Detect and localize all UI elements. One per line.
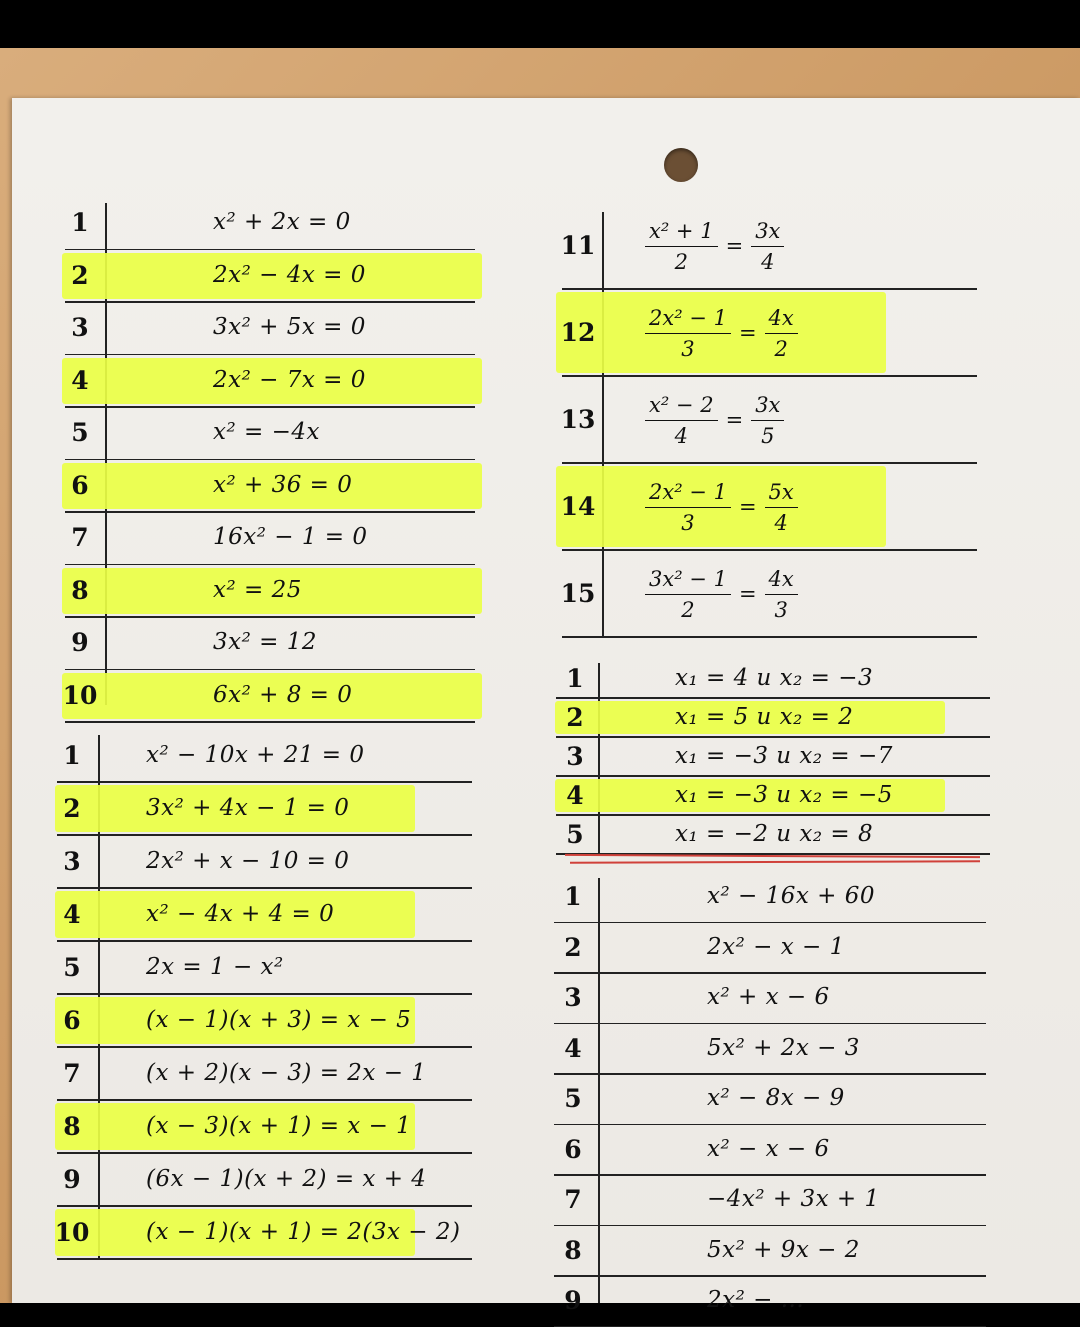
s2-row-rule <box>57 781 472 783</box>
s1-equation: x² + 36 = 0 <box>213 472 352 498</box>
s5-row-number: 2 <box>553 933 593 962</box>
s5-row-number: 7 <box>553 1185 593 1214</box>
s1-row-number: 3 <box>60 313 100 342</box>
s5-row-rule <box>554 1023 986 1025</box>
s2-equation: x² − 4x + 4 = 0 <box>146 901 334 927</box>
s4-row-number: 2 <box>555 703 595 732</box>
s1-equation: 16x² − 1 = 0 <box>213 524 368 550</box>
s5-row-rule <box>554 1174 986 1176</box>
s2-row-rule <box>57 1046 472 1048</box>
s2-equation: (x − 1)(x + 3) = x − 5 <box>146 1007 411 1033</box>
s2-row-number: 6 <box>52 1006 92 1035</box>
s5-equation: x² − x − 6 <box>707 1136 830 1162</box>
section-3-divider <box>602 212 604 637</box>
s5-row-rule <box>554 1225 986 1227</box>
s2-row-number: 9 <box>52 1165 92 1194</box>
s3-row-number: 15 <box>558 579 598 608</box>
s5-equation: −4x² + 3x + 1 <box>707 1186 880 1212</box>
s2-row-number: 5 <box>52 953 92 982</box>
s1-equation: 3x² + 5x = 0 <box>213 314 366 340</box>
s1-equation: x² + 2x = 0 <box>213 209 351 235</box>
s2-row-number: 3 <box>52 847 92 876</box>
s4-row-number: 1 <box>555 664 595 693</box>
section-5-divider <box>598 878 600 1303</box>
s1-row-rule <box>65 249 475 251</box>
s5-row-number: 3 <box>553 983 593 1012</box>
s5-row-rule <box>554 1073 986 1075</box>
s5-row-rule <box>554 972 986 974</box>
s5-row-number: 4 <box>553 1034 593 1063</box>
s2-row-number: 10 <box>52 1218 92 1247</box>
s1-row-rule <box>65 301 475 303</box>
s1-row-rule <box>65 459 475 461</box>
s1-row-number: 1 <box>60 208 100 237</box>
punch-hole <box>664 148 698 182</box>
s1-row-rule <box>65 406 475 408</box>
s3-fraction-equation: $\frac{\text{x² + 1}}{2}$ = $\frac{3x}{4}$ <box>645 216 784 277</box>
s2-row-number: 7 <box>52 1059 92 1088</box>
s4-row-number: 5 <box>555 820 595 849</box>
s1-row-rule <box>65 354 475 356</box>
s1-equation: 2x² − 4x = 0 <box>213 262 366 288</box>
s2-row-number: 4 <box>52 900 92 929</box>
s1-row-number: 8 <box>60 576 100 605</box>
s1-row-number: 7 <box>60 523 100 552</box>
s3-fraction-equation: $\frac{\text{2x² − 1}}{3}$ = $\frac{5x}{4}$ <box>645 477 798 538</box>
s4-equation: x₁ = 4 и x₂ = −3 <box>675 665 873 691</box>
s4-row-rule <box>556 697 990 699</box>
s3-fraction-equation: $\frac{\text{3x² − 1}}{2}$ = $\frac{4x}{3}$ <box>645 564 798 625</box>
s5-equation: x² − 16x + 60 <box>707 883 875 909</box>
s1-row-number: 4 <box>60 366 100 395</box>
s3-fraction-equation: $\frac{\text{x² − 2}}{4}$ = $\frac{3x}{5}$ <box>645 390 784 451</box>
s3-row-rule <box>562 636 977 638</box>
s4-equation: x₁ = −2 и x₂ = 8 <box>675 821 873 847</box>
s5-equation: 2x² − x − 1 <box>707 934 845 960</box>
s2-row-rule <box>57 993 472 995</box>
s5-row-rule <box>554 1124 986 1126</box>
s2-equation: (x + 2)(x − 3) = 2x − 1 <box>146 1060 426 1086</box>
s5-row-number: 6 <box>553 1135 593 1164</box>
s3-row-number: 12 <box>558 318 598 347</box>
s1-equation: 6x² + 8 = 0 <box>213 682 352 708</box>
s4-row-rule <box>556 736 990 738</box>
s2-row-rule <box>57 1152 472 1154</box>
s5-row-number: 8 <box>553 1236 593 1265</box>
s5-row-rule <box>554 1275 986 1277</box>
s1-row-number: 6 <box>60 471 100 500</box>
s5-equation: x² + x − 6 <box>707 984 830 1010</box>
s2-row-rule <box>57 834 472 836</box>
s1-row-rule <box>65 721 475 723</box>
s1-equation: 3x² = 12 <box>213 629 317 655</box>
s5-equation: 5x² + 9x − 2 <box>707 1237 860 1263</box>
s3-row-rule <box>562 462 977 464</box>
s3-row-number: 13 <box>558 405 598 434</box>
s1-row-rule <box>65 564 475 566</box>
s1-row-number: 5 <box>60 418 100 447</box>
s1-row-number: 9 <box>60 628 100 657</box>
s2-row-rule <box>57 1258 472 1260</box>
s1-equation: 2x² − 7x = 0 <box>213 367 366 393</box>
s5-row-number: 5 <box>553 1084 593 1113</box>
s4-row-number: 3 <box>555 742 595 771</box>
s3-row-rule <box>562 288 977 290</box>
s1-row-rule <box>65 669 475 671</box>
s3-row-number: 14 <box>558 492 598 521</box>
s2-equation: (x − 1)(x + 1) = 2(3x − 2) <box>146 1219 461 1245</box>
s1-equation: x² = −4x <box>213 419 320 445</box>
s1-row-number: 2 <box>60 261 100 290</box>
s4-row-number: 4 <box>555 781 595 810</box>
s3-fraction-equation: $\frac{\text{2x² − 1}}{3}$ = $\frac{4x}{2}$ <box>645 303 798 364</box>
s5-equation: 2x² − ... <box>707 1287 804 1313</box>
s2-equation: 2x² + x − 10 = 0 <box>146 848 349 874</box>
s2-equation: x² − 10x + 21 = 0 <box>146 742 365 768</box>
s5-equation: 5x² + 2x − 3 <box>707 1035 860 1061</box>
s2-row-rule <box>57 1099 472 1101</box>
s2-equation: (6x − 1)(x + 2) = x + 4 <box>146 1166 426 1192</box>
s1-row-rule <box>65 616 475 618</box>
s2-row-rule <box>57 1205 472 1207</box>
s2-row-number: 8 <box>52 1112 92 1141</box>
section-4-divider <box>598 663 600 853</box>
s5-row-rule <box>554 922 986 924</box>
s3-row-rule <box>562 375 977 377</box>
s2-equation: 3x² + 4x − 1 = 0 <box>146 795 349 821</box>
s2-row-rule <box>57 940 472 942</box>
s3-row-rule <box>562 549 977 551</box>
s2-row-rule <box>57 887 472 889</box>
s5-equation: x² − 8x − 9 <box>707 1085 845 1111</box>
s2-row-number: 2 <box>52 794 92 823</box>
s4-equation: x₁ = −3 и x₂ = −5 <box>675 782 893 808</box>
s2-row-number: 1 <box>52 741 92 770</box>
s1-row-number: 10 <box>60 681 100 710</box>
s5-row-number: 1 <box>553 882 593 911</box>
s4-row-rule <box>556 775 990 777</box>
s2-equation: (x − 3)(x + 1) = x − 1 <box>146 1113 411 1139</box>
s4-equation: x₁ = 5 и x₂ = 2 <box>675 704 853 730</box>
s4-row-rule <box>556 814 990 816</box>
s1-equation: x² = 25 <box>213 577 302 603</box>
s1-row-rule <box>65 511 475 513</box>
s2-equation: 2x = 1 − x² <box>146 954 284 980</box>
s4-equation: x₁ = −3 и x₂ = −7 <box>675 743 893 769</box>
s5-row-number: 9 <box>553 1286 593 1315</box>
s3-row-number: 11 <box>558 231 598 260</box>
